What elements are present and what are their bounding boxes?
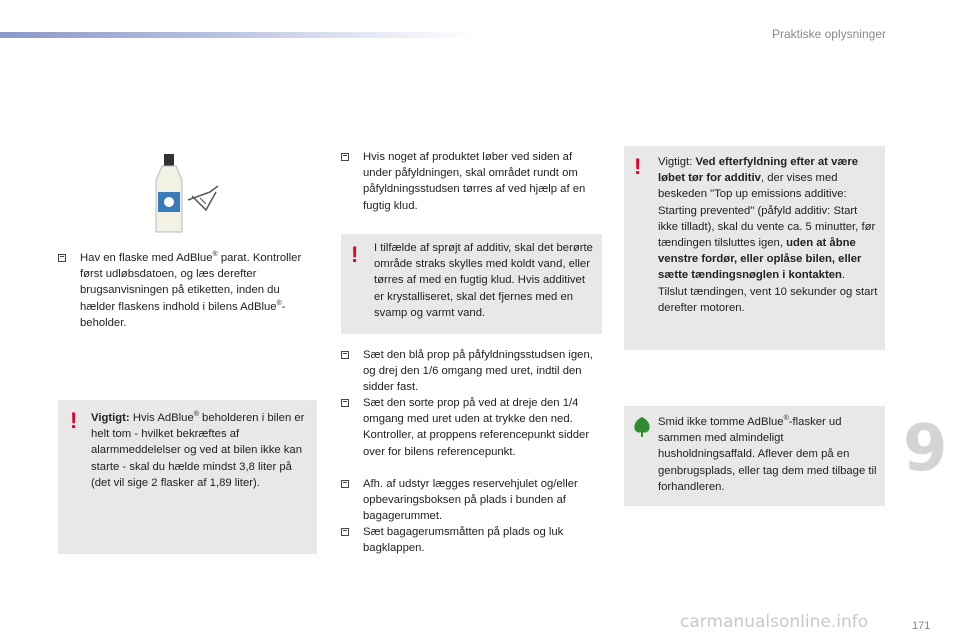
exclamation-icon: !: [70, 408, 78, 433]
warning-bold-text: Ved efterfyldning efter at være løbet tør for additiv: [658, 156, 859, 185]
warning-box-refill: [624, 146, 885, 350]
header-accent-bar: [0, 32, 480, 38]
env-text-part: -flasker ud sammen med almindeligt husholdningsaffald. Aflever dem på en genbrugsplads, eller tag dem med tilbage til forhandleren.: [658, 416, 877, 493]
step-boot-mat: [341, 524, 603, 556]
step-text: Afh. af udstyr lægges reservehjulet og/eller opbevaringsboksen på plads i bunden af bagagerummet.: [363, 478, 578, 523]
section-title: Praktiske oplysninger: [771, 27, 886, 41]
bullet-square-icon: [341, 351, 349, 359]
env-text-part: Smid ikke tomme AdBlue: [658, 416, 784, 428]
bullet-square-icon: [341, 399, 349, 407]
step-spill: [341, 149, 603, 214]
warning-text: [91, 410, 311, 491]
warning-text-part: Tilslut tændingen, vent 10 sekunder og start derefter motoren.: [658, 285, 878, 314]
step-spare-wheel: [341, 476, 603, 525]
warning-lead: Vigtigt:: [658, 156, 696, 168]
page-number: 171: [912, 620, 931, 632]
chapter-number: 9: [903, 412, 948, 486]
environment-text: [658, 414, 880, 495]
registered-mark: ®: [783, 415, 789, 423]
step-text: parat. Kontroller først udløbsdatoen, og læs derefter brugsanvisningen på etiketten, inden du hælder flaskens indhold i bilens AdBlue: [80, 252, 302, 313]
step-black-cap: [341, 395, 603, 460]
step-text: -beholder.: [80, 300, 286, 329]
watermark: carmanualsonline.info: [680, 612, 869, 632]
step-text: Hav en flaske med AdBlue: [80, 252, 213, 264]
warning-text: I tilfælde af sprøjt af additiv, skal det berørte område straks skylles med koldt vand, eller tørres af med en fugtig klud. Hvis additivet er krystalliseret, skal det fjernes med en svamp og varmt vand.: [374, 242, 593, 319]
step-prepare-bottle: [58, 250, 308, 331]
bullet-square-icon: [341, 528, 349, 536]
bullet-square-icon: [341, 153, 349, 161]
environment-box: [624, 406, 885, 506]
leaf-icon: [632, 416, 652, 443]
step-text: Sæt den sorte prop på ved at dreje den 1/4 omgang med uret uden at trykke den ned. Kontroller, at proppens referencepunkt sidder over for bilens referencepunkt.: [363, 397, 590, 458]
exclamation-icon: !: [351, 242, 359, 267]
exclamation-icon: !: [634, 154, 642, 179]
bullet-square-icon: [58, 254, 66, 262]
warning-text-part: , der vises med beskeden "Top up emissions additive: Starting prevented" (påfyld additiv: Start ikke tilladt), skal du vente ca. 5 minutter, før tændingen tilsluttes igen,: [658, 172, 876, 250]
warning-lead: Vigtigt:: [91, 412, 130, 424]
registered-mark: ®: [212, 251, 218, 259]
step-text: Hvis noget af produktet løber ved siden af under påfyldningen, skal området rundt om påfyldningsstudsen tørres af ved hjælp af en fugtig klud.: [363, 151, 586, 212]
registered-mark: ®: [276, 299, 282, 307]
registered-mark: ®: [193, 411, 199, 419]
warning-box-empty-tank: [58, 400, 317, 554]
step-text: Sæt den blå prop på påfyldningsstudsen igen, og drej den 1/6 omgang med uret, indtil den sidder fast.: [363, 349, 593, 394]
warning-bold-text: uden at åbne venstre fordør, eller oplåse bilen, eller sætte tændingsnøglen i kontakten: [658, 237, 862, 282]
warning-text-part: .: [841, 269, 846, 282]
bullet-square-icon: [341, 480, 349, 488]
adblue-bottle-illustration: [148, 152, 224, 238]
warning-text-part: Hvis AdBlue: [129, 412, 194, 424]
step-text: Sæt bagagerumsmåtten på plads og luk bagklappen.: [363, 526, 564, 555]
warning-text-part: beholderen i bilen er helt tom - hvilket bekræftes af alarmmeddelelser og ved at bilen ikke kan starte - skal du hælde mindst 3,8 liter på (det vil sige 2 flasker af 1,89 liter).: [91, 412, 305, 489]
step-blue-cap: [341, 347, 603, 396]
warning-text: [658, 154, 880, 316]
warning-box-spray: [341, 234, 602, 334]
